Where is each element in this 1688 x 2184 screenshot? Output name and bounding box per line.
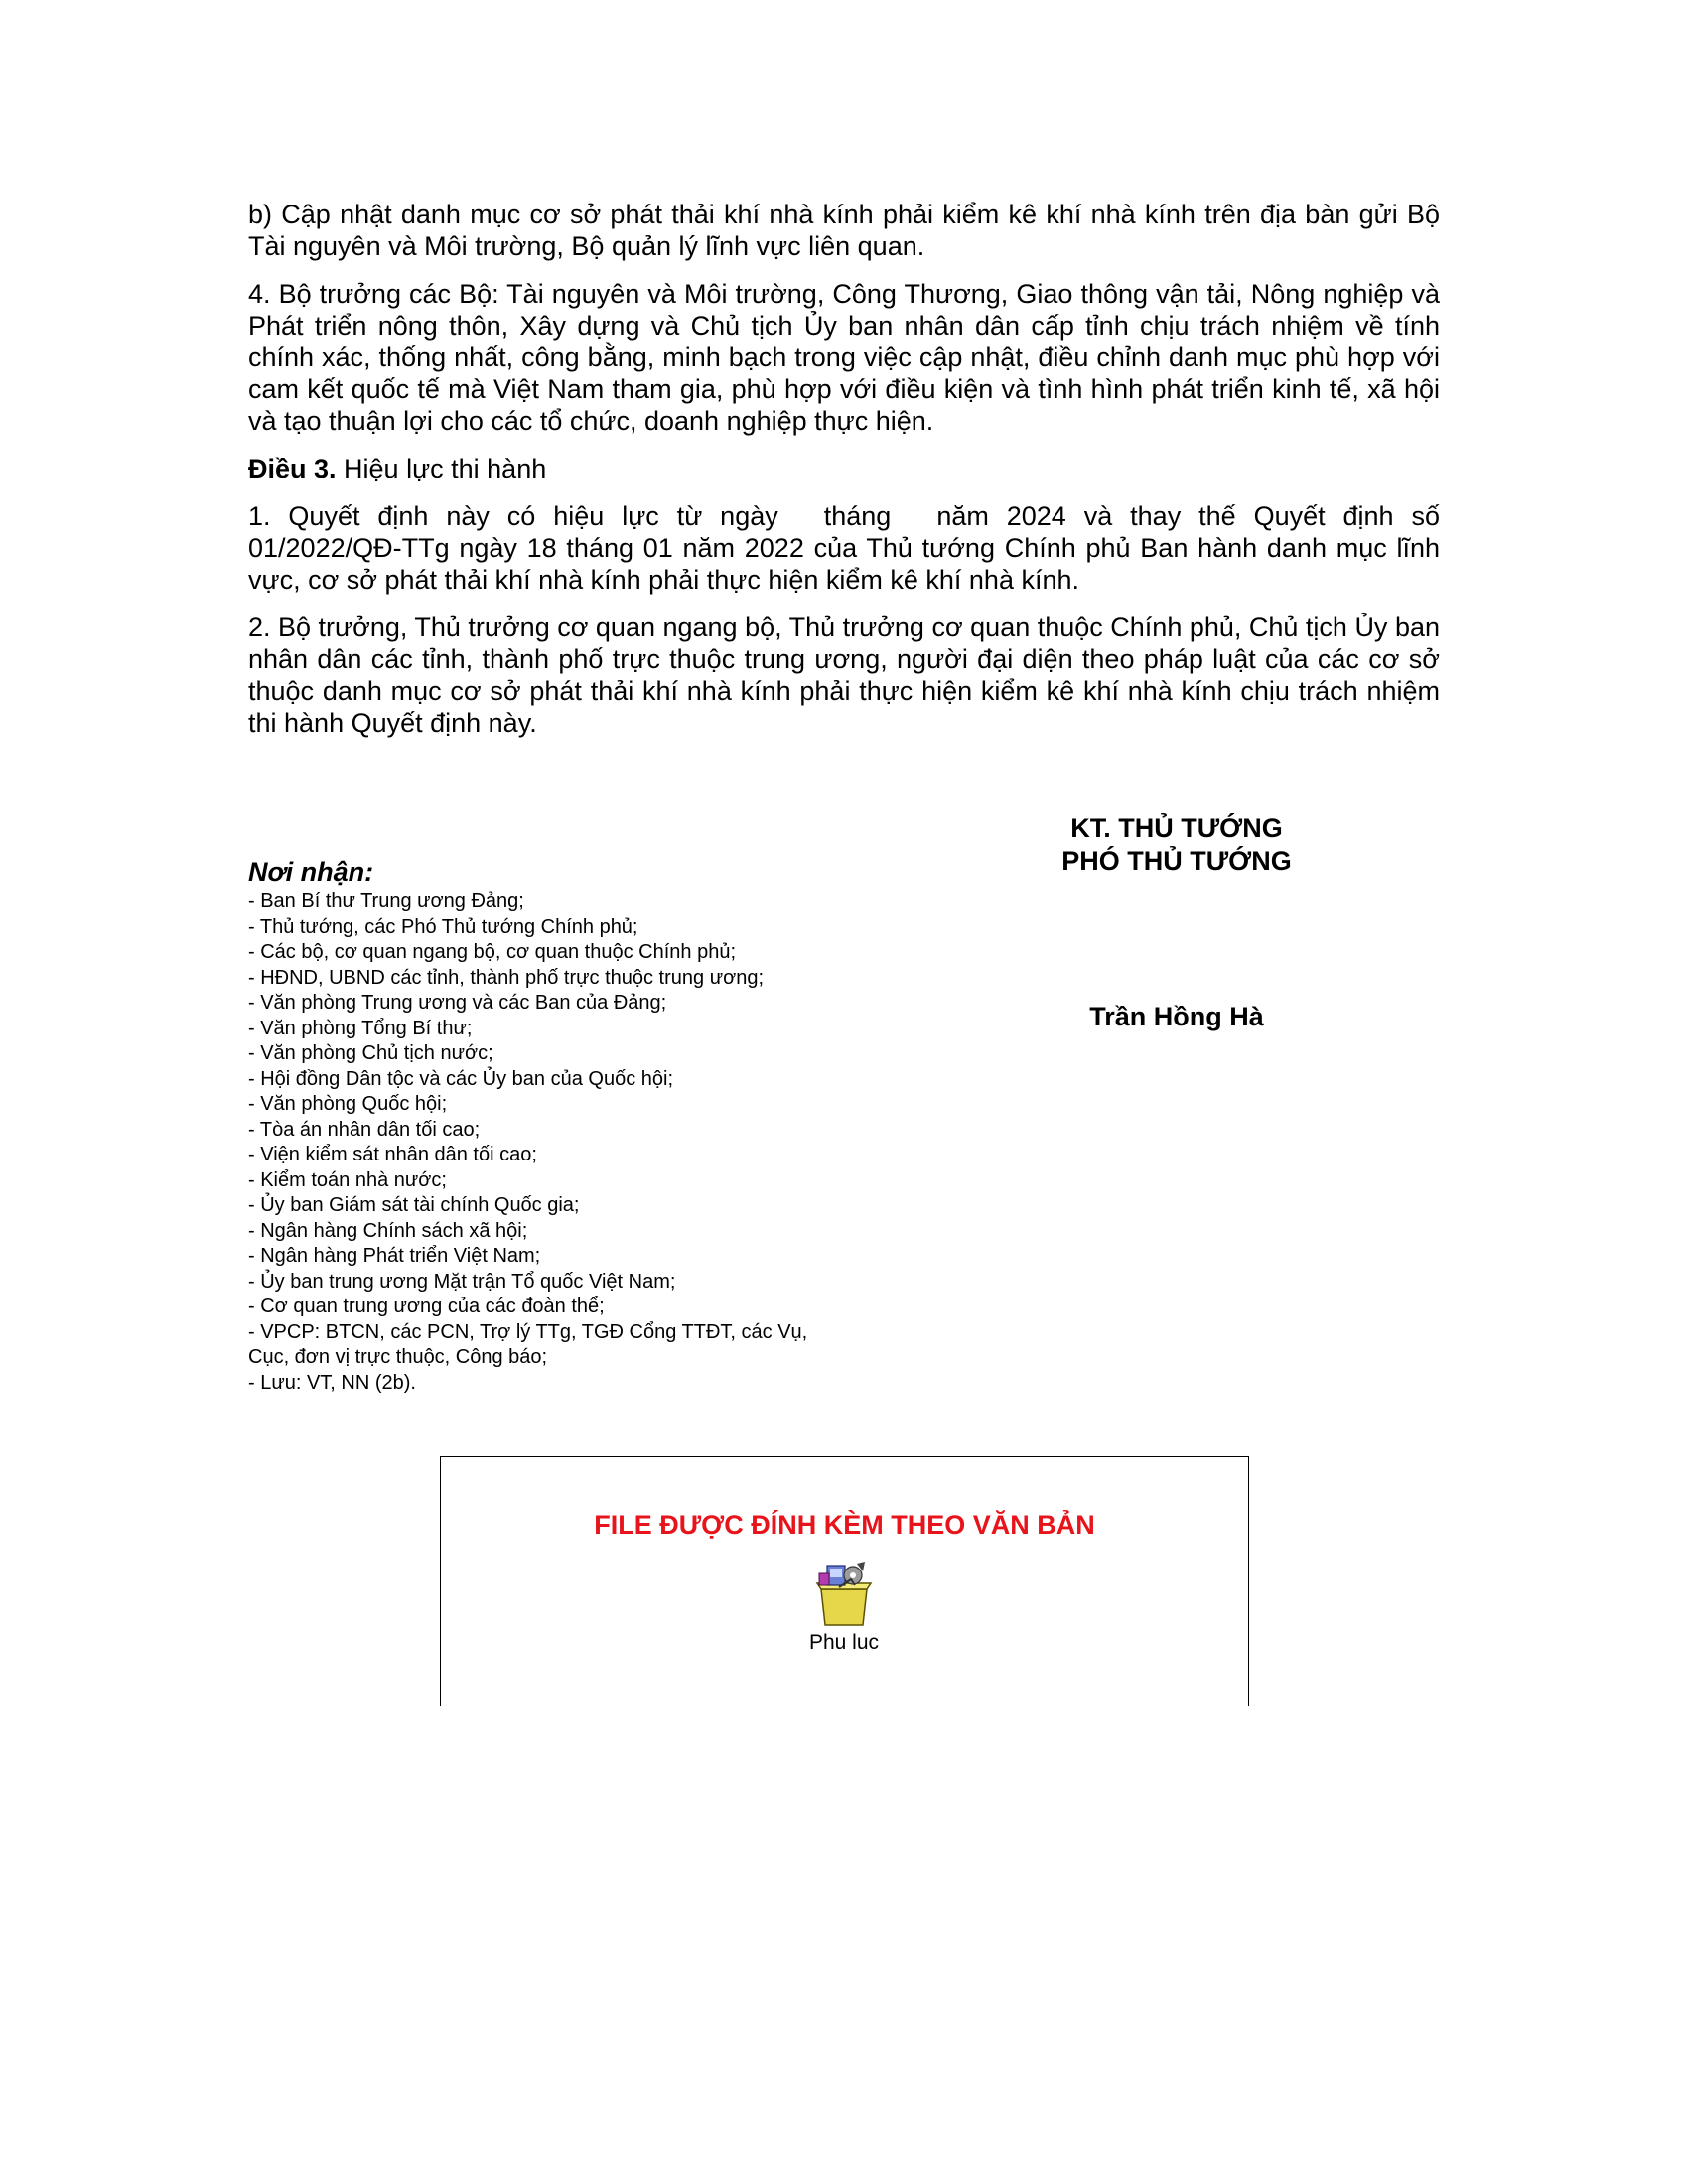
clause-2: 2. Bộ trưởng, Thủ trưởng cơ quan ngang bộ, Thủ trưởng cơ quan thuộc Chính phủ, Chủ tịch Ủy ban nhân dân các tỉnh, thành phố trực thuộc trung ương, người đại diện theo pháp luật của các cơ sở thuộc danh mục cơ sở phát thải khí nhà kính phải thực hiện kiểm kê khí nhà kính chịu trách nhiệm thi hành Quyết định này. — [248, 613, 1440, 738]
attachment-file[interactable] — [794, 1560, 894, 1655]
signature-block — [993, 812, 1360, 878]
article-3-heading: Điều 3. — [248, 454, 337, 483]
recipient-item: - Ngân hàng Phát triển Việt Nam; — [248, 1245, 541, 1267]
recipient-item: - Các bộ, cơ quan ngang bộ, cơ quan thuộc Chính phủ; — [248, 941, 737, 963]
recipient-item: - Ngân hàng Chính sách xã hội; — [248, 1219, 528, 1242]
attachment-title: FILE ĐƯỢC ĐÍNH KÈM THEO VĂN BẢN — [594, 1510, 1095, 1540]
recipient-item: - Hội đồng Dân tộc và các Ủy ban của Quốc hội; — [248, 1067, 674, 1090]
clause-1-part-3: năm 2024 và thay thế Quyết định số 01/2022/QĐ-TTg ngày 18 tháng 01 năm 2022 của Thủ tướng Chính phủ Ban hành danh mục lĩnh vực, cơ sở phát thải khí nhà kính phải thực hiện kiểm kê khí nhà kính. — [248, 501, 1441, 595]
recipient-item: - VPCP: BTCN, các PCN, Trợ lý TTg, TGĐ Cổng TTĐT, các Vụ, — [248, 1320, 808, 1343]
recipient-item: - Ủy ban Giám sát tài chính Quốc gia; — [248, 1194, 580, 1216]
recipient-item: - Viện kiểm sát nhân dân tối cao; — [248, 1144, 537, 1165]
recipient-item: - Văn phòng Chủ tịch nước; — [248, 1042, 493, 1064]
clause-1-part-2: tháng — [823, 501, 892, 531]
recipients-title: Nơi nhận: — [248, 857, 374, 887]
recipient-item: - Cơ quan trung ương của các đoàn thể; — [248, 1296, 605, 1317]
attachment-file-label[interactable]: Phu luc — [808, 1631, 880, 1654]
paragraph-b: b) Cập nhật danh mục cơ sở phát thải khí nhà kính phải kiểm kê khí nhà kính trên địa bàn gửi Bộ Tài nguyên và Môi trường, Bộ quản lý lĩnh vực liên quan. — [248, 200, 1440, 261]
recipient-item: - Văn phòng Quốc hội; — [248, 1093, 448, 1115]
recipient-item: - Thủ tướng, các Phó Thủ tướng Chính phủ; — [248, 915, 638, 938]
recipients-list — [248, 889, 943, 1396]
attachment-box — [440, 1456, 1249, 1706]
recipient-item: - HĐND, UBND các tỉnh, thành phố trực thuộc trung ương; — [248, 966, 764, 989]
clause-1-part-1: 1. Quyết định này có hiệu lực từ ngày — [248, 501, 778, 531]
recipient-item: - Tòa án nhân dân tối cao; — [248, 1118, 481, 1141]
recipient-item: - Lưu: VT, NN (2b). — [248, 1371, 416, 1394]
signature-line-1: KT. THỦ TƯỚNG — [1070, 813, 1283, 843]
article-3-title: Hiệu lực thi hành — [344, 454, 547, 483]
signature-line-2: PHÓ THỦ TƯỚNG — [1061, 846, 1292, 876]
document-body — [248, 199, 1440, 754]
recipient-item: - Văn phòng Trung ương và các Ban của Đảng; — [248, 992, 667, 1014]
signer-name: Trần Hồng Hà — [1089, 1002, 1264, 1031]
recipient-item: Cục, đơn vị trực thuộc, Công báo; — [248, 1346, 548, 1368]
clause-1 — [248, 500, 1440, 596]
recipients-block — [248, 856, 943, 1396]
paragraph-4: 4. Bộ trưởng các Bộ: Tài nguyên và Môi trường, Công Thương, Giao thông vận tải, Nông nghiệp và Phát triển nông thôn, Xây dựng và Chủ tịch Ủy ban nhân dân cấp tỉnh chịu trách nhiệm về tính chính xác, thống nhất, công bằng, minh bạch trong việc cập nhật, điều chỉnh danh mục phù hợp với cam kết quốc tế mà Việt Nam tham gia, phù hợp với điều kiện và tình hình phát triển kinh tế, xã hội và tạo thuận lợi cho các tổ chức, doanh nghiệp thực hiện. — [248, 279, 1440, 436]
recipient-item: - Ủy ban trung ương Mặt trận Tổ quốc Việt Nam; — [248, 1270, 676, 1293]
article-3 — [248, 453, 1440, 484]
recipient-item: - Kiểm toán nhà nước; — [248, 1168, 447, 1191]
installer-package-icon — [794, 1560, 894, 1629]
recipient-item: - Văn phòng Tổng Bí thư; — [248, 1017, 473, 1039]
recipient-item: - Ban Bí thư Trung ương Đảng; — [248, 890, 524, 912]
